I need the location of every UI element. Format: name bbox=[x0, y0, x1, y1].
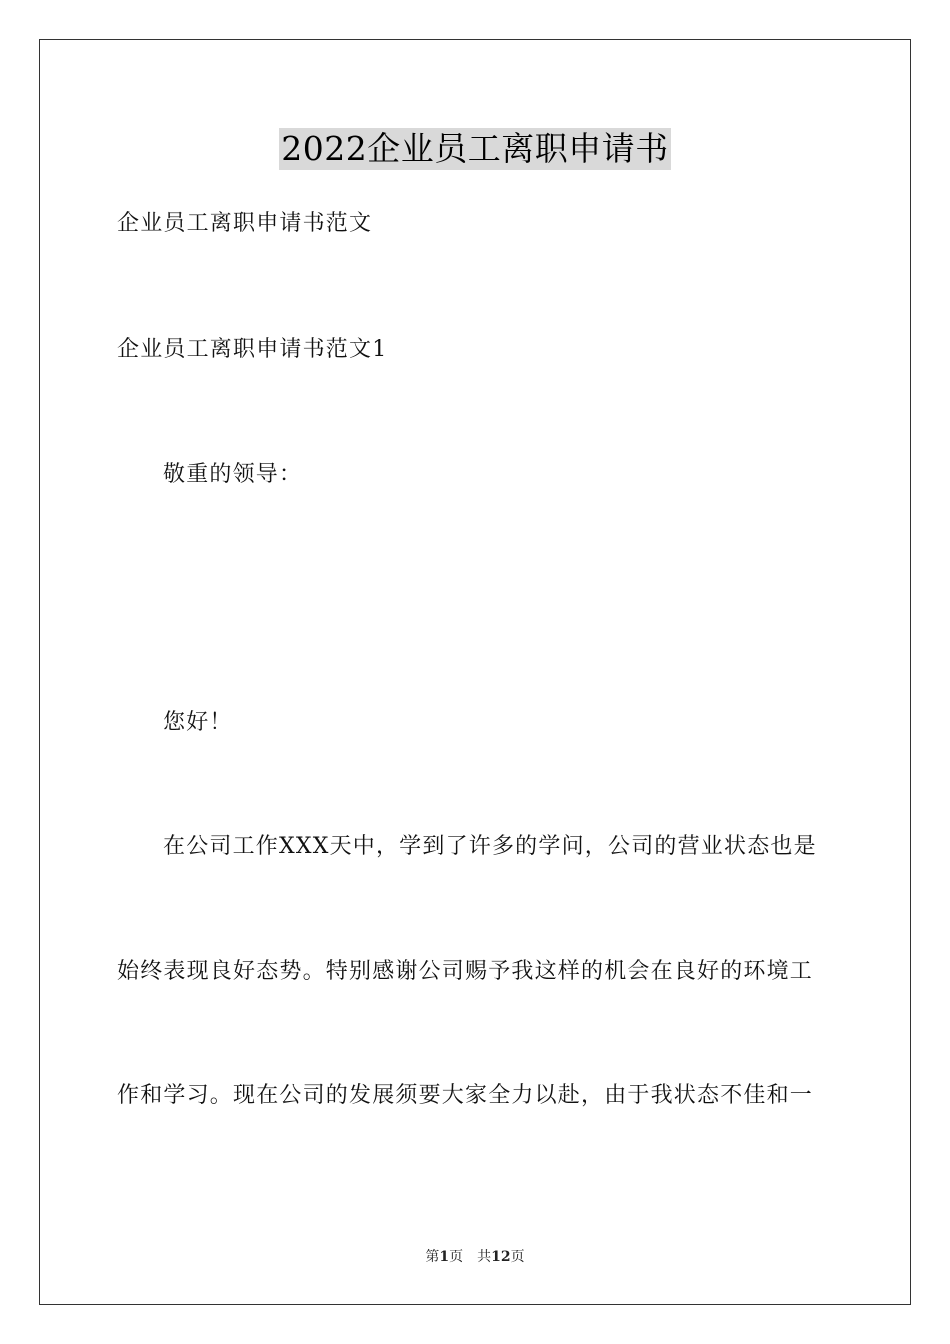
section-heading: 企业员工离职申请书范文1 bbox=[117, 337, 388, 362]
footer-total-prefix: 共 bbox=[477, 1249, 492, 1265]
greeting: 您好！ bbox=[163, 710, 233, 735]
footer-total-pages: 12 bbox=[491, 1249, 511, 1265]
footer-page-suffix: 页 bbox=[449, 1249, 464, 1265]
paragraph-line: 始终表现良好态势。特别感谢公司赐予我这样的机会在良好的环境工 bbox=[117, 959, 814, 984]
document-subtitle: 企业员工离职申请书范文 bbox=[117, 211, 373, 236]
footer-total-suffix: 页 bbox=[510, 1249, 525, 1265]
footer-page-number: 1 bbox=[439, 1249, 450, 1265]
document-title: 2022企业员工离职申请书 bbox=[281, 129, 669, 168]
footer-page-prefix: 第 bbox=[425, 1249, 440, 1265]
paragraph-line: 作和学习。现在公司的发展须要大家全力以赴，由于我状态不佳和一 bbox=[117, 1083, 814, 1108]
salutation: 敬重的领导： bbox=[163, 462, 303, 487]
page-footer bbox=[0, 1248, 950, 1266]
paragraph-line: 在公司工作XXX天中，学到了许多的学问，公司的营业状态也是 bbox=[163, 834, 817, 859]
title-container bbox=[0, 128, 950, 170]
